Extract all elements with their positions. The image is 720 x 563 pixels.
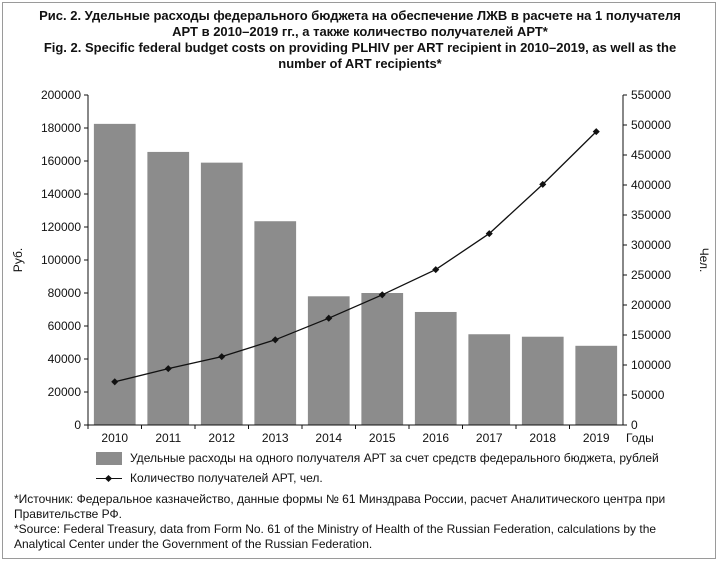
x-axis-suffix-label: Годы xyxy=(626,431,654,445)
right-tick-label: 100000 xyxy=(631,358,672,372)
left-tick-label: 60000 xyxy=(47,319,81,333)
x-tick-label: 2017 xyxy=(475,431,503,445)
source-note-en: *Source: Federal Treasury, data from Form No. 61 of the Ministry of Health of the Russian Federation, calculations by the Analytical Center under the Government of the Russian Federation. xyxy=(14,522,657,551)
left-tick-label: 20000 xyxy=(47,385,81,399)
bar xyxy=(254,221,296,425)
legend-label-line: Количество получателей АРТ, чел. xyxy=(130,471,323,485)
right-tick-label: 550000 xyxy=(631,88,672,102)
title-ru-line1: Рис. 2. Удельные расходы федерального бюджета на обеспечение ЛЖВ в расчете на 1 получателя xyxy=(39,8,681,23)
left-tick-label: 140000 xyxy=(40,187,81,201)
x-tick-label: 2019 xyxy=(582,431,610,445)
x-tick-label: 2010 xyxy=(101,431,129,445)
bar xyxy=(415,312,457,425)
legend-bar-swatch xyxy=(96,452,122,465)
x-tick-label: 2011 xyxy=(155,431,182,445)
source-notes xyxy=(14,492,710,552)
legend-label-bars: Удельные расходы на одного получателя АРТ за счет средств федерального бюджета, рублей xyxy=(130,451,659,465)
x-tick-label: 2014 xyxy=(315,431,343,445)
right-tick-label: 350000 xyxy=(631,208,672,222)
left-axis-title: Руб. xyxy=(11,247,25,273)
right-tick-label: 250000 xyxy=(631,268,672,282)
right-tick-label: 0 xyxy=(631,418,638,432)
bar xyxy=(575,346,617,425)
left-tick-label: 160000 xyxy=(40,154,81,168)
right-axis-title: Чел. xyxy=(697,247,711,273)
x-tick-label: 2012 xyxy=(208,431,236,445)
title-ru-line2: АРТ в 2010–2019 гг., а также количество получателей АРТ* xyxy=(172,24,548,39)
legend xyxy=(96,448,659,488)
bar xyxy=(522,337,564,425)
legend-line-swatch xyxy=(96,472,122,485)
left-tick-label: 180000 xyxy=(40,121,81,135)
right-tick-label: 450000 xyxy=(631,148,672,162)
line-point xyxy=(432,266,439,273)
right-tick-label: 500000 xyxy=(631,118,672,132)
left-tick-label: 100000 xyxy=(40,253,81,267)
right-tick-label: 200000 xyxy=(631,298,672,312)
left-tick-label: 40000 xyxy=(47,352,81,366)
left-tick-label: 120000 xyxy=(40,220,81,234)
x-tick-label: 2018 xyxy=(529,431,557,445)
bar xyxy=(147,152,189,425)
title-en-line1: Fig. 2. Specific federal budget costs on providing PLHIV per ART recipient in 2010–2019, as well as the xyxy=(43,40,677,55)
bar xyxy=(201,163,243,425)
left-tick-label: 0 xyxy=(74,418,81,432)
source-note-ru: *Источник: Федеральное казначейство, данные формы № 61 Минздрава России, расчет Аналитического центра при Правительстве РФ. xyxy=(14,492,666,521)
left-tick-label: 200000 xyxy=(40,88,81,102)
right-tick-label: 300000 xyxy=(631,238,672,252)
x-tick-label: 2015 xyxy=(368,431,396,445)
right-tick-label: 50000 xyxy=(631,388,665,402)
bar xyxy=(468,334,510,425)
right-tick-label: 400000 xyxy=(631,178,672,192)
x-tick-label: 2016 xyxy=(422,431,450,445)
title-en-line2: number of ART recipients* xyxy=(278,56,442,71)
x-tick-label: 2013 xyxy=(261,431,289,445)
legend-item-bars xyxy=(96,448,659,468)
left-tick-label: 80000 xyxy=(47,286,81,300)
right-tick-label: 150000 xyxy=(631,328,672,342)
legend-item-line xyxy=(96,468,659,488)
bar xyxy=(361,293,403,425)
